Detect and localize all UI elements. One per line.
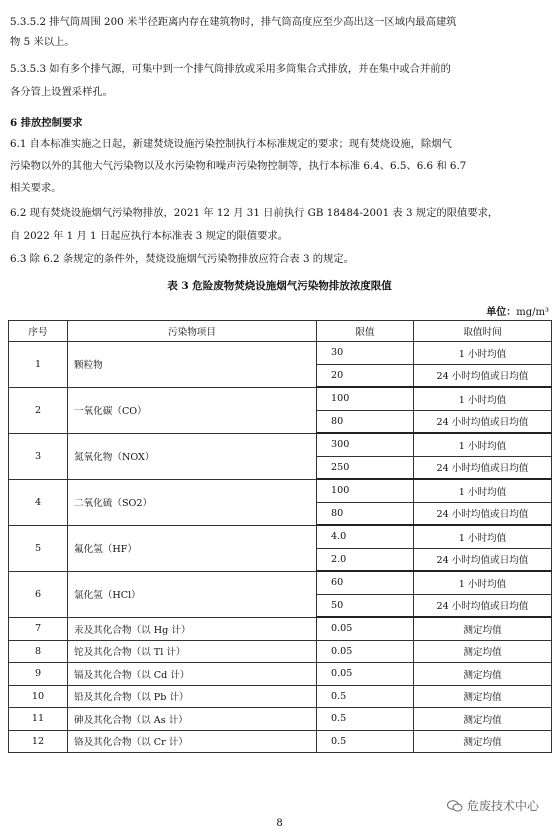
- pollutant-name: 铬及其化合物（以 Cr 计）: [68, 730, 317, 753]
- limit-value: 250: [317, 456, 414, 479]
- paragraph-line: 相关要求。: [10, 182, 62, 194]
- paragraph-line: 自 2022 年 1 月 1 日起应执行本标准表 3 规定的限值要求。: [10, 230, 288, 242]
- row-number: 5: [9, 525, 68, 571]
- limit-value: 100: [317, 479, 414, 502]
- averaging-time: 24 小时均值或日均值: [414, 456, 552, 479]
- table-row: [9, 433, 552, 456]
- watermark-text: 危废技术中心: [466, 799, 539, 813]
- table-row: [9, 342, 552, 365]
- averaging-time: 24 小时均值或日均值: [414, 410, 552, 433]
- paragraph-line: 物 5 米以上。: [10, 36, 75, 48]
- paragraph-line: 6.2 现有焚烧设施烟气污染物排放，2021 年 12 月 31 日前执行 GB 18484-2001 表 3 规定的限值要求，: [10, 207, 499, 219]
- row-number: 3: [9, 433, 68, 479]
- pollutant-name: 二氧化硫（SO2）: [68, 479, 317, 525]
- row-number: 6: [9, 571, 68, 617]
- averaging-time: 1 小时均值: [414, 387, 552, 410]
- averaging-time: 24 小时均值或日均值: [414, 364, 552, 387]
- header-no: 序号: [9, 321, 68, 342]
- table-row: [9, 525, 552, 548]
- paragraph-line: 5.3.5.3 如有多个排气源，可集中到一个排气筒排放或采用多筒集合式排放，并在集中或合并前的: [10, 63, 451, 75]
- row-number: 12: [9, 730, 68, 753]
- pollutant-name: 氟化氢（HF）: [68, 525, 317, 571]
- paragraph-line: 6.1 自本标准实施之日起，新建焚烧设施污染控制执行本标准规定的要求；现有焚烧设施，除烟气: [10, 138, 452, 150]
- limit-value: 0.05: [317, 617, 414, 640]
- pollutant-name: 颗粒物: [68, 342, 317, 388]
- table-row: [9, 708, 552, 731]
- emission-limits-table: [8, 320, 552, 753]
- limit-value: 0.05: [317, 663, 414, 686]
- row-number: 9: [9, 663, 68, 686]
- averaging-time: 测定均值: [414, 685, 552, 708]
- unit-label: 单位：mg/m³: [486, 307, 549, 318]
- limit-value: 300: [317, 433, 414, 456]
- limit-value: 80: [317, 502, 414, 525]
- header-limit: 限值: [317, 321, 414, 342]
- limit-value: 4.0: [317, 525, 414, 548]
- wechat-icon: [447, 800, 463, 812]
- averaging-time: 24 小时均值或日均值: [414, 594, 552, 617]
- averaging-time: 测定均值: [414, 617, 552, 640]
- paragraph-line: 6.3 除 6.2 条规定的条件外，焚烧设施烟气污染物排放应符合表 3 的规定。: [10, 253, 354, 265]
- limit-value: 20: [317, 364, 414, 387]
- limit-value: 0.5: [317, 730, 414, 753]
- paragraph-line: 5.3.5.2 排气筒周围 200 米半径距离内存在建筑物时，排气筒高度应至少高出这一区域内最高建筑: [10, 16, 457, 28]
- page-number: 8: [276, 818, 283, 829]
- averaging-time: 1 小时均值: [414, 479, 552, 502]
- limit-value: 0.5: [317, 708, 414, 731]
- table-row: [9, 479, 552, 502]
- averaging-time: 1 小时均值: [414, 571, 552, 594]
- table-row: [9, 617, 552, 640]
- table-row: [9, 685, 552, 708]
- averaging-time: 1 小时均值: [414, 433, 552, 456]
- averaging-time: 24 小时均值或日均值: [414, 548, 552, 571]
- row-number: 1: [9, 342, 68, 388]
- pollutant-name: 一氧化碳（CO）: [68, 387, 317, 433]
- pollutant-name: 铅及其化合物（以 Pb 计）: [68, 685, 317, 708]
- pollutant-name: 氮氧化物（NOX）: [68, 433, 317, 479]
- row-number: 7: [9, 617, 68, 640]
- table-row: [9, 571, 552, 594]
- header-time: 取值时间: [414, 321, 552, 342]
- row-number: 2: [9, 387, 68, 433]
- averaging-time: 测定均值: [414, 708, 552, 731]
- paragraph-line: 6 排放控制要求: [10, 117, 83, 129]
- table-row: [9, 640, 552, 663]
- table-header-row: [9, 321, 552, 342]
- limit-value: 0.5: [317, 685, 414, 708]
- limit-value: 100: [317, 387, 414, 410]
- limit-value: 30: [317, 342, 414, 365]
- paragraph-line: 各分管上设置采样孔。: [10, 86, 113, 98]
- table-row: [9, 387, 552, 410]
- paragraph-line: 污染物以外的其他大气污染物以及水污染物和噪声污染物控制等，执行本标准 6.4、6.5、6.6 和 6.7: [10, 160, 467, 172]
- row-number: 11: [9, 708, 68, 731]
- table-row: [9, 663, 552, 686]
- averaging-time: 24 小时均值或日均值: [414, 502, 552, 525]
- pollutant-name: 氯化氢（HCl）: [68, 571, 317, 617]
- table-title: 表 3 危险废物焚烧设施烟气污染物排放浓度限值: [167, 280, 392, 292]
- table-row: [9, 730, 552, 753]
- row-number: 8: [9, 640, 68, 663]
- row-number: 10: [9, 685, 68, 708]
- pollutant-name: 砷及其化合物（以 As 计）: [68, 708, 317, 731]
- pollutant-name: 镉及其化合物（以 Cd 计）: [68, 663, 317, 686]
- watermark: [447, 797, 539, 814]
- averaging-time: 1 小时均值: [414, 342, 552, 365]
- pollutant-name: 汞及其化合物（以 Hg 计）: [68, 617, 317, 640]
- limit-value: 60: [317, 571, 414, 594]
- averaging-time: 测定均值: [414, 730, 552, 753]
- limit-value: 50: [317, 594, 414, 617]
- limit-value: 0.05: [317, 640, 414, 663]
- averaging-time: 测定均值: [414, 663, 552, 686]
- averaging-time: 1 小时均值: [414, 525, 552, 548]
- row-number: 4: [9, 479, 68, 525]
- limit-value: 80: [317, 410, 414, 433]
- averaging-time: 测定均值: [414, 640, 552, 663]
- header-item: 污染物项目: [68, 321, 317, 342]
- limit-value: 2.0: [317, 548, 414, 571]
- pollutant-name: 铊及其化合物（以 Tl 计）: [68, 640, 317, 663]
